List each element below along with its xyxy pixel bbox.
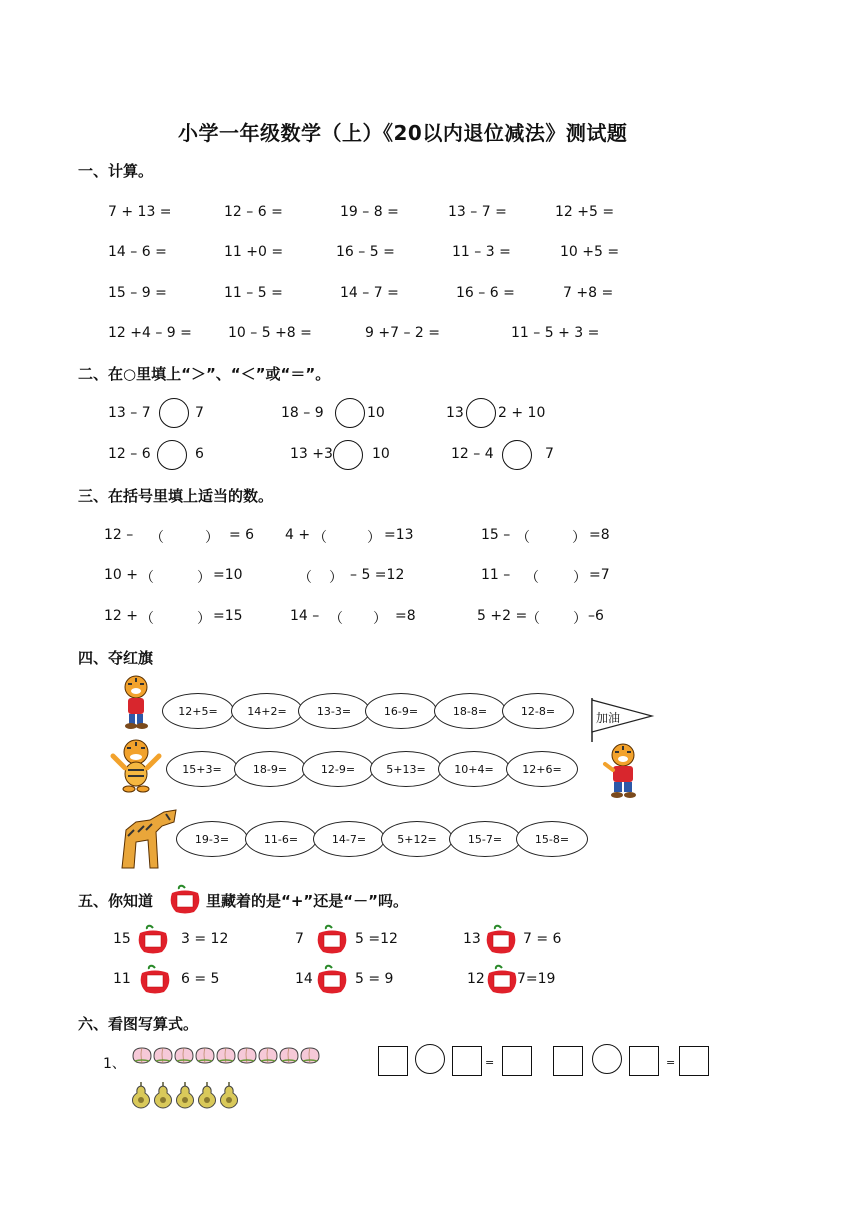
open-paren: （ xyxy=(140,570,154,586)
section-3-heading: 三、在括号里填上适当的数。 xyxy=(78,487,274,505)
fill-right: = 6 xyxy=(229,527,255,543)
fill-right: =13 xyxy=(384,527,414,543)
race-oval[interactable]: 5+13= xyxy=(370,751,442,787)
pear-icon xyxy=(152,1081,174,1109)
apple-icon xyxy=(168,884,202,914)
calc-item: 12 +5 = xyxy=(555,204,615,220)
section-2-heading: 二、在○里填上“＞”、“＜”或“＝”。 xyxy=(78,365,331,383)
fill-right: =10 xyxy=(213,567,243,583)
calc-item: 9 +7 – 2 = xyxy=(365,325,440,341)
tiger-cheering-icon xyxy=(110,738,162,794)
pear-icon xyxy=(196,1081,218,1109)
calc-item: 13 – 7 = xyxy=(448,204,507,220)
compare-circle[interactable] xyxy=(466,398,496,428)
apple-icon[interactable] xyxy=(136,924,170,954)
peach-icon xyxy=(152,1045,174,1065)
peach-icon xyxy=(173,1045,195,1065)
answer-box[interactable] xyxy=(679,1046,709,1076)
fill-right: =7 xyxy=(589,567,610,583)
peach-icon xyxy=(299,1045,321,1065)
close-paren: ） xyxy=(367,530,381,546)
peach-icon xyxy=(215,1045,237,1065)
compare-left: 12 – 6 xyxy=(108,446,151,462)
compare-right: 10 xyxy=(372,446,390,462)
race-oval[interactable]: 11-6= xyxy=(245,821,317,857)
apple-icon[interactable] xyxy=(138,964,172,994)
calc-item: 12 – 6 = xyxy=(224,204,283,220)
page-title: 小学一年级数学（上）《20以内退位减法》测试题 xyxy=(178,121,628,145)
race-oval[interactable]: 15-7= xyxy=(449,821,521,857)
apple-left: 12 xyxy=(467,971,485,987)
answer-box[interactable] xyxy=(553,1046,583,1076)
fill-right: =8 xyxy=(395,608,416,624)
compare-right: 6 xyxy=(195,446,204,462)
blank-slot[interactable] xyxy=(156,606,195,626)
race-oval[interactable]: 15-8= xyxy=(516,821,588,857)
apple-right: 7 = 6 xyxy=(523,931,562,947)
apple-right: 7=19 xyxy=(517,971,556,987)
open-paren: （ xyxy=(525,570,539,586)
answer-box[interactable] xyxy=(629,1046,659,1076)
operator-circle[interactable] xyxy=(592,1044,622,1074)
race-oval[interactable]: 12-9= xyxy=(302,751,374,787)
section-5-heading-post: 里藏着的是“+”还是“－”吗。 xyxy=(206,892,409,910)
blank-slot[interactable] xyxy=(541,565,571,585)
fill-left: 10 + xyxy=(104,567,138,583)
apple-left: 11 xyxy=(113,971,131,987)
apple-right: 5 =12 xyxy=(355,931,398,947)
fill-left: 5 +2 = xyxy=(477,608,528,624)
calc-item: 11 – 3 = xyxy=(452,244,511,260)
race-oval[interactable]: 12+6= xyxy=(506,751,578,787)
blank-slot[interactable] xyxy=(345,606,371,626)
race-oval[interactable]: 19-3= xyxy=(176,821,248,857)
item-number: 1、 xyxy=(103,1056,126,1072)
calc-item: 15 – 9 = xyxy=(108,285,167,301)
calc-item: 10 +5 = xyxy=(560,244,620,260)
peach-icon xyxy=(278,1045,300,1065)
peach-icon xyxy=(194,1045,216,1065)
tiger-mascot-icon xyxy=(116,674,156,730)
apple-left: 15 xyxy=(113,931,131,947)
fill-left: 12 + xyxy=(104,608,138,624)
race-oval[interactable]: 15+3= xyxy=(166,751,238,787)
apple-icon[interactable] xyxy=(484,924,518,954)
close-paren: ） xyxy=(573,611,587,627)
blank-slot[interactable] xyxy=(329,525,365,545)
calc-item: 11 – 5 + 3 = xyxy=(511,325,600,341)
apple-icon[interactable] xyxy=(485,964,519,994)
open-paren: （ xyxy=(329,611,343,627)
answer-box[interactable] xyxy=(502,1046,532,1076)
calc-item: 16 – 6 = xyxy=(456,285,515,301)
fill-left: 11 – xyxy=(481,567,511,583)
answer-box[interactable] xyxy=(378,1046,408,1076)
compare-left: 18 – 9 xyxy=(281,405,324,421)
compare-left: 13 – 7 xyxy=(108,405,151,421)
apple-left: 13 xyxy=(463,931,481,947)
section-1-heading: 一、计算。 xyxy=(78,162,154,180)
fill-right: – 5 =12 xyxy=(350,567,405,583)
calc-item: 16 – 5 = xyxy=(336,244,395,260)
fill-right: =8 xyxy=(589,527,610,543)
close-paren: ） xyxy=(329,570,343,586)
tiger-with-flag-icon xyxy=(601,742,641,800)
answer-box[interactable] xyxy=(452,1046,482,1076)
calc-item: 11 – 5 = xyxy=(224,285,283,301)
open-paren: （ xyxy=(150,530,164,546)
section-6-heading: 六、看图写算式。 xyxy=(78,1015,199,1033)
peach-icon xyxy=(257,1045,279,1065)
race-oval[interactable]: 18-8= xyxy=(434,693,506,729)
blank-slot[interactable] xyxy=(542,606,571,626)
race-oval[interactable]: 5+12= xyxy=(381,821,453,857)
open-paren: （ xyxy=(298,570,312,586)
compare-right: 7 xyxy=(545,446,554,462)
calc-item: 7 + 13 = xyxy=(108,204,172,220)
close-paren: ） xyxy=(197,570,211,586)
open-paren: （ xyxy=(140,611,154,627)
apple-right: 5 = 9 xyxy=(355,971,394,987)
race-oval[interactable]: 12-8= xyxy=(502,693,574,729)
compare-circle[interactable] xyxy=(333,440,363,470)
section-4-heading: 四、夺红旗 xyxy=(78,649,154,667)
compare-left: 13 +3 xyxy=(290,446,333,462)
section-5-heading-pre: 五、你知道 xyxy=(78,892,154,910)
compare-circle[interactable] xyxy=(335,398,365,428)
apple-icon[interactable] xyxy=(315,964,349,994)
calc-item: 19 – 8 = xyxy=(340,204,399,220)
tiger-running-icon xyxy=(116,802,182,870)
equals-sign: = xyxy=(666,1056,676,1069)
calc-item: 14 – 7 = xyxy=(340,285,399,301)
race-oval[interactable]: 13-3= xyxy=(298,693,370,729)
fill-left: 14 – xyxy=(290,608,320,624)
flag-text: 加油 xyxy=(596,711,621,725)
compare-circle[interactable] xyxy=(159,398,189,428)
blank-slot[interactable] xyxy=(314,565,327,585)
close-paren: ） xyxy=(572,530,586,546)
race-oval[interactable]: 16-9= xyxy=(365,693,437,729)
compare-left: 12 – 4 xyxy=(451,446,494,462)
compare-circle[interactable] xyxy=(157,440,187,470)
close-paren: ） xyxy=(373,611,387,627)
blank-slot[interactable] xyxy=(532,525,570,545)
open-paren: （ xyxy=(313,530,327,546)
compare-circle[interactable] xyxy=(502,440,532,470)
race-oval[interactable]: 10+4= xyxy=(438,751,510,787)
race-oval[interactable]: 14-7= xyxy=(313,821,385,857)
calc-item: 11 +0 = xyxy=(224,244,284,260)
apple-left: 7 xyxy=(295,931,304,947)
compare-right: 10 xyxy=(367,405,385,421)
fill-right: =15 xyxy=(213,608,243,624)
pear-icon xyxy=(218,1081,240,1109)
blank-slot[interactable] xyxy=(156,565,195,585)
equals-sign: = xyxy=(485,1056,495,1069)
fill-left: 15 – xyxy=(481,527,511,543)
close-paren: ） xyxy=(573,570,587,586)
apple-right: 6 = 5 xyxy=(181,971,220,987)
compare-right: 7 xyxy=(195,405,204,421)
fill-left: 4 + xyxy=(285,527,311,543)
open-paren: （ xyxy=(516,530,530,546)
calc-item: 7 +8 = xyxy=(563,285,614,301)
peach-icon xyxy=(236,1045,258,1065)
peach-icon xyxy=(131,1045,153,1065)
race-oval[interactable]: 14+2= xyxy=(231,693,303,729)
pear-icon xyxy=(174,1081,196,1109)
calc-item: 14 – 6 = xyxy=(108,244,167,260)
operator-circle[interactable] xyxy=(415,1044,445,1074)
calc-item: 12 +4 – 9 = xyxy=(108,325,192,341)
fill-left: 12 – xyxy=(104,527,134,543)
blank-slot[interactable] xyxy=(166,525,203,545)
open-paren: （ xyxy=(526,611,540,627)
race-oval[interactable]: 12+5= xyxy=(162,693,234,729)
compare-left: 13 xyxy=(446,405,464,421)
apple-right: 3 = 12 xyxy=(181,931,229,947)
close-paren: ） xyxy=(205,530,219,546)
fill-right: –6 xyxy=(588,608,604,624)
calc-item: 10 – 5 +8 = xyxy=(228,325,312,341)
pear-icon xyxy=(130,1081,152,1109)
compare-right: 2 + 10 xyxy=(498,405,546,421)
apple-icon[interactable] xyxy=(315,924,349,954)
close-paren: ） xyxy=(197,611,211,627)
apple-left: 14 xyxy=(295,971,313,987)
race-oval[interactable]: 18-9= xyxy=(234,751,306,787)
